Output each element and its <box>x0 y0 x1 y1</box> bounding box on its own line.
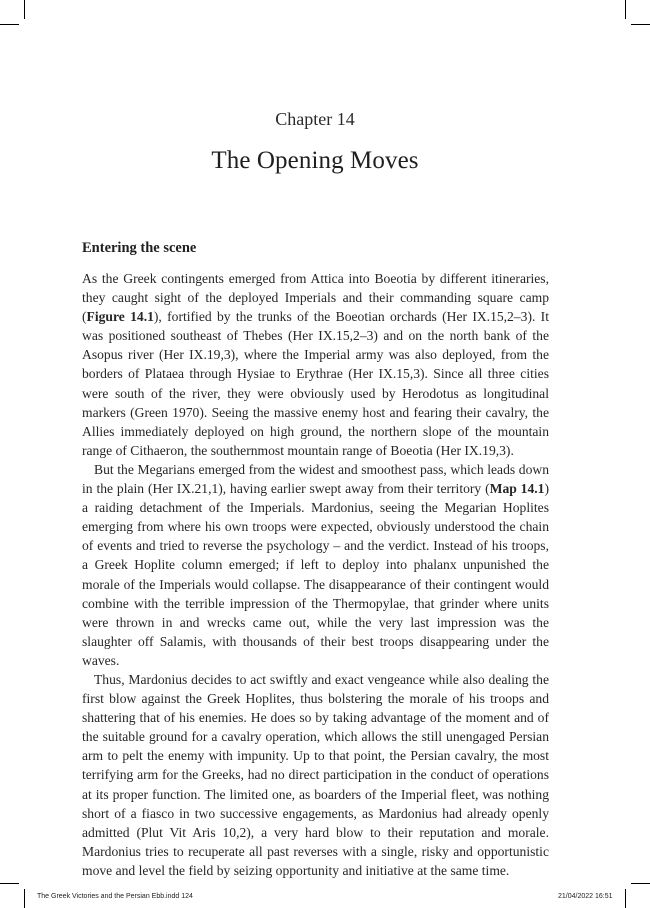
chapter-title: The Opening Moves <box>211 147 419 174</box>
chapter-label: Chapter 14 <box>275 109 355 129</box>
slug-timestamp: 21/04/2022 16:51 <box>558 893 613 900</box>
paragraph <box>82 670 549 880</box>
paragraph <box>82 460 549 670</box>
crop-mark-bottom-left-h <box>0 883 19 884</box>
paragraph-text: ) a raiding detachment of the Imperials. Mardonius, seeing the Megarian Hoplites emerging from where his own troops were expected, obviously understood the chain of events and tried to reverse the psychology – and the verdict. Instead of his troops, a Greek Hoplite column emerged; if left to deploy into phalanx unpunished the morale of the Imperials would collapse. The disappearance of their contingent would combine with the terrible impression of the Thermopylae, that grinder where units were thrown in and wrecks came out, while the very last impression was the slaughter off Salamis, with thousands of their best troops disappearing under the waves. <box>82 481 549 668</box>
body-text <box>82 269 549 880</box>
crop-mark-bottom-right-h <box>631 883 650 884</box>
cross-reference: Map 14.1 <box>489 481 545 497</box>
paragraph-text: Thus, Mardonius decides to act swiftly and exact vengeance while also dealing the first blow against the Greek Hoplites, thus bolstering the morale of his troops and shattering that of his enemies. He does so by taking advantage of the moment and of the suitable ground for a cavalry operation, which allows the still unengaged Persian arm to pelt the enemy with impunity. Up to that point, the Persian cavalry, the most terrifying arm for the Greeks, had no direct participation in the conduct of operations at its proper function. The limited one, as boarders of the Imperial fleet, was nothing short of a fiasco in two successive engagements, as Mardonius had already openly admitted (Plut Vit Aris 10,2), a very hard blow to their reputation and morale. Mardonius tries to recuperate all past reverses with a single, risky and opportunistic move and level the field by seizing opportunity and initiative at the same time. <box>82 671 549 878</box>
crop-mark-top-left-v <box>24 0 25 19</box>
paragraph-text: As the Greek contingents emerged from Attica into Boeotia by different itineraries, they caught sight of the deployed Imperials and their commanding square camp ( <box>82 271 549 325</box>
crop-mark-top-right-v <box>625 0 626 19</box>
crop-mark-bottom-left-v <box>24 889 25 908</box>
crop-mark-top-right-h <box>631 24 650 25</box>
crop-mark-bottom-right-v <box>625 889 626 908</box>
cross-reference: Figure 14.1 <box>86 309 154 325</box>
paragraph-text: But the Megarians emerged from the widest and smoothest pass, which leads down in the plain (Her IX.21,1), having earlier swept away from their territory ( <box>82 461 549 497</box>
slug-file-info: The Greek Victories and the Persian Ebb.indd 124 <box>37 893 193 900</box>
paragraph <box>82 269 549 460</box>
crop-mark-top-left-h <box>0 24 19 25</box>
section-heading: Entering the scene <box>82 240 197 256</box>
paragraph-text: ), fortified by the trunks of the Boeotian orchards (Her IX.15,2–3). It was positioned southeast of Thebes (Her IX.15,2–3) and on the north bank of the Asopus river (Her IX.19,3), where the Imperial army was also deployed, from the borders of Plataea through Hysiae to Erythrae (Her IX.15,3). Since all three cities were south of the river, they were obviously used by Herodotus as longitudinal markers (Green 1970). Seeing the massive enemy host and fearing their cavalry, the Allies immediately deployed on high ground, the northern slope of the mountain range of Cithaeron, the southernmost mountain range of Boeotia (Her IX.19,3). <box>82 309 549 458</box>
